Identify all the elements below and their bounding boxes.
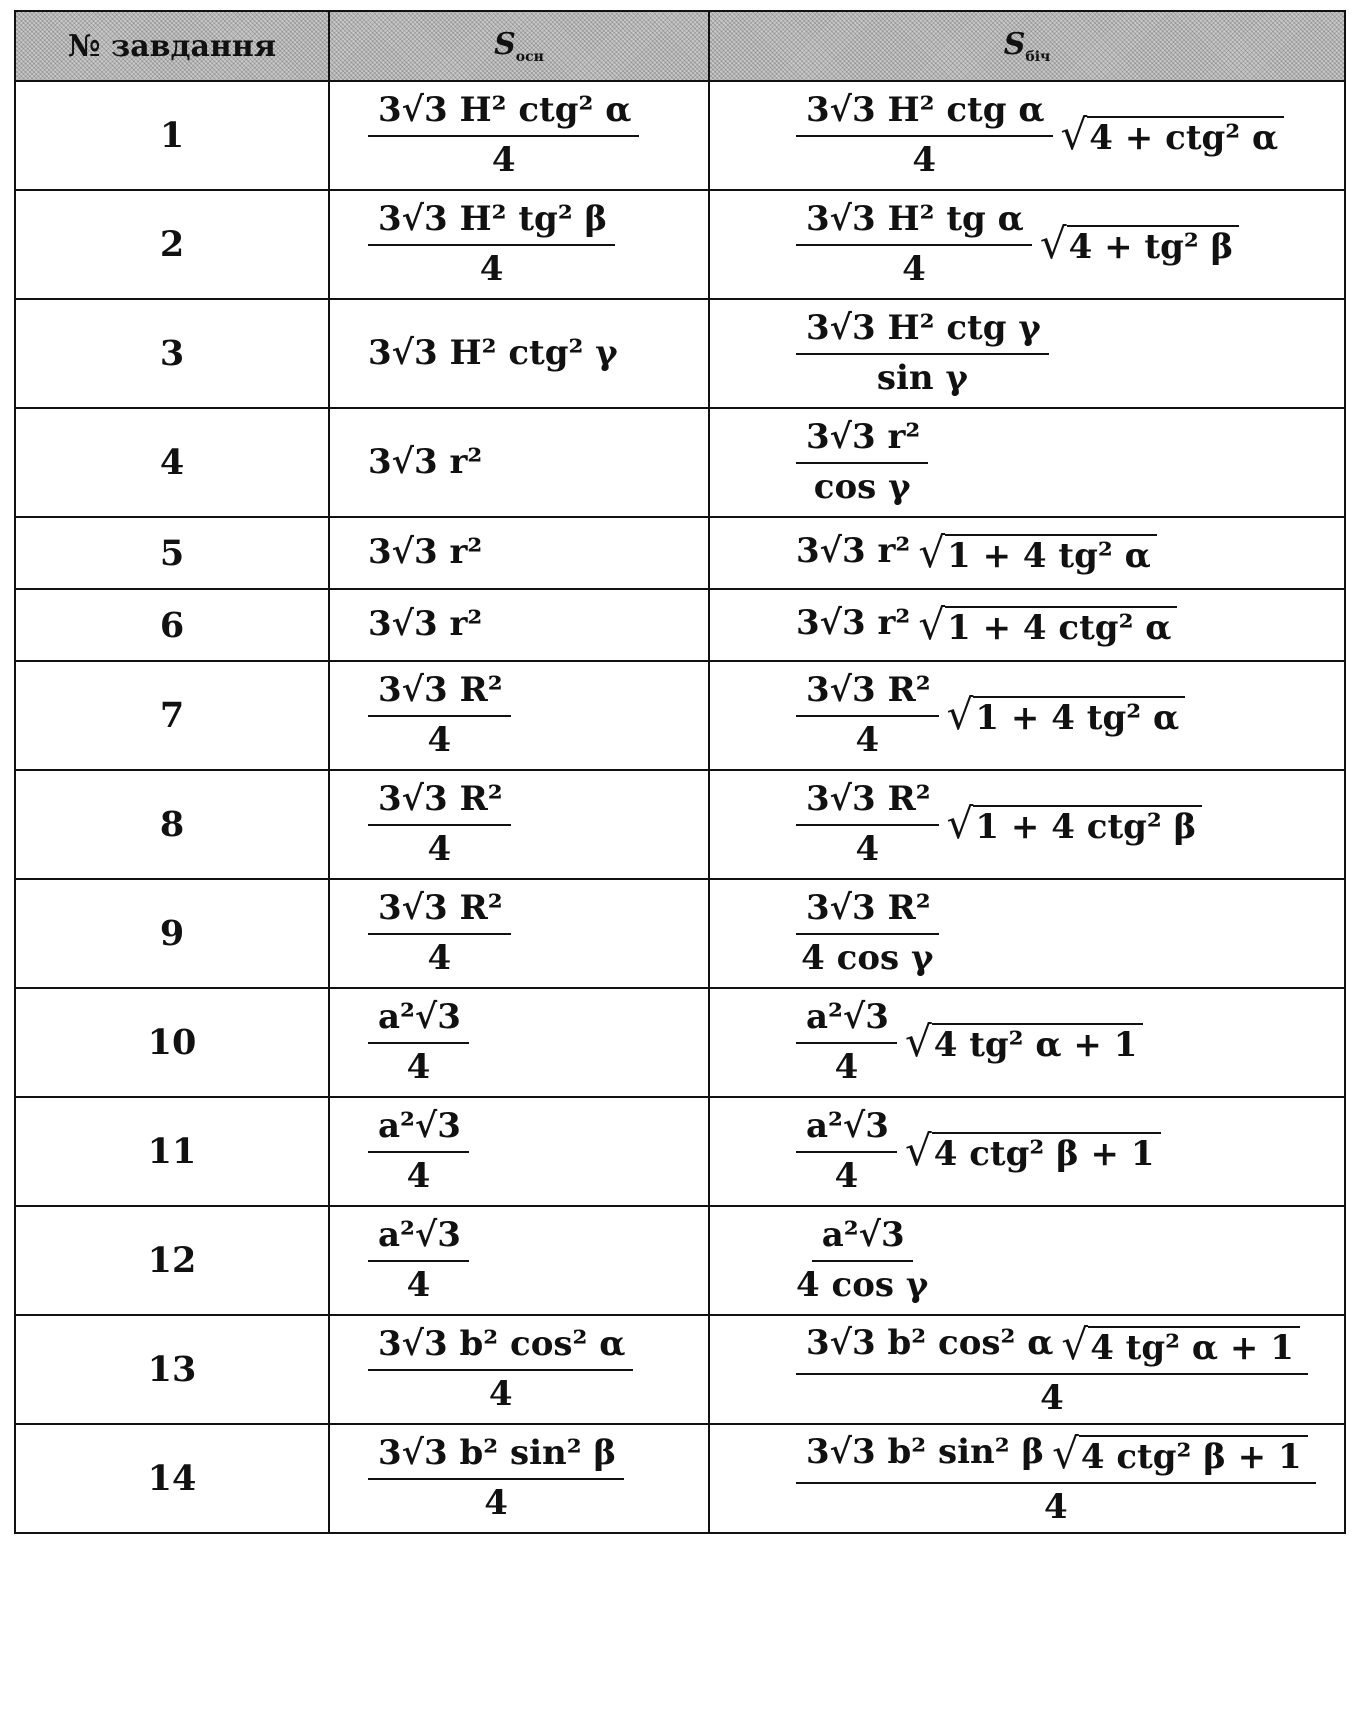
numerator-text: 3√3 R² (378, 779, 503, 820)
s-osn-formula (330, 91, 708, 179)
s-osn-cell (329, 661, 709, 770)
numerator-text: 3√3 b² sin² β (806, 1431, 1045, 1472)
numerator-text: 3√3 R² (806, 670, 931, 711)
s-bich-formula (710, 889, 1344, 977)
s-bich-cell (709, 589, 1345, 661)
task-number: 13 (15, 1315, 329, 1424)
radicand: 4 + tg² β (1067, 225, 1240, 267)
numerator (796, 418, 928, 463)
fraction (368, 889, 511, 977)
radical (947, 691, 1185, 739)
radical (918, 601, 1177, 649)
numerator (368, 1434, 624, 1479)
task-number: 7 (15, 661, 329, 770)
s-osn-formula (330, 780, 708, 868)
radicand: 4 + ctg² α (1087, 116, 1284, 158)
task-number: 6 (15, 589, 329, 661)
s-osn-formula (330, 1216, 708, 1304)
numerator-text: a²√3 (378, 1106, 461, 1147)
fraction (796, 998, 897, 1086)
s-bich-formula (710, 529, 1344, 577)
denominator: 4 (484, 1482, 508, 1523)
numerator-text: 3√3 H² ctg² α (378, 90, 632, 131)
numerator (368, 1107, 469, 1152)
task-number: 12 (15, 1206, 329, 1315)
numerator (796, 1430, 1316, 1484)
table-row (15, 661, 1345, 770)
task-number: 1 (15, 81, 329, 190)
fraction (796, 1430, 1316, 1527)
denominator: sin γ (876, 357, 968, 398)
denominator: cos γ (813, 466, 911, 507)
radicand: 1 + 4 tg² α (973, 696, 1185, 738)
task-number: 8 (15, 770, 329, 879)
header-s-bich: $S_{біч}$ (709, 11, 1345, 81)
numerator-text: 3√3 r² (806, 417, 921, 458)
denominator: 4 (406, 1264, 431, 1305)
task-number: 11 (15, 1097, 329, 1206)
s-osn-cell (329, 1206, 709, 1315)
fraction (368, 1325, 633, 1413)
s-osn-formula (330, 671, 708, 759)
s-bich-cell (709, 517, 1345, 589)
fraction (368, 200, 615, 288)
numerator-text: 3√3 H² ctg γ (806, 308, 1041, 349)
radical-sign: √ (1061, 1319, 1089, 1369)
task-number: 2 (15, 190, 329, 299)
s-osn-formula (330, 605, 708, 644)
task-number: 10 (15, 988, 329, 1097)
s-bich-formula (710, 1107, 1344, 1195)
s-osn-formula (330, 443, 708, 482)
s-bich-cell (709, 408, 1345, 517)
radical (905, 1018, 1143, 1066)
table-row (15, 408, 1345, 517)
denominator: 4 (855, 719, 880, 760)
radical-sign: √ (904, 1017, 932, 1067)
formula-table (14, 10, 1346, 1534)
radical-sign: √ (1052, 1428, 1079, 1478)
radical (1040, 220, 1239, 268)
table-row (15, 879, 1345, 988)
s-bich-expression: 3√3 r² (796, 603, 911, 643)
s-osn-formula (330, 200, 708, 288)
radicand: 4 ctg² β + 1 (932, 1132, 1161, 1174)
table-row (15, 1206, 1345, 1315)
s-osn-formula (330, 998, 708, 1086)
fraction (796, 1321, 1308, 1418)
fraction (368, 1216, 469, 1304)
s-osn-cell (329, 1097, 709, 1206)
s-bich-cell (709, 1315, 1345, 1424)
denominator: 4 cos γ (796, 1264, 929, 1305)
numerator-text: 3√3 H² ctg α (806, 90, 1045, 131)
s-osn-cell (329, 299, 709, 408)
header-task-number: № завдання (15, 11, 329, 81)
numerator (368, 998, 469, 1043)
denominator: 4 (834, 1046, 859, 1087)
s-osn-formula (330, 334, 708, 373)
radical-sign: √ (1060, 110, 1088, 160)
numerator (368, 1216, 469, 1261)
radicand: 1 + 4 tg² α (945, 534, 1157, 576)
numerator (796, 91, 1053, 136)
s-osn-formula (330, 1107, 708, 1195)
s-bich-cell (709, 190, 1345, 299)
numerator-text: 3√3 R² (378, 888, 503, 929)
s-osn-cell (329, 1315, 709, 1424)
numerator (796, 998, 897, 1043)
numerator-text: 3√3 H² tg² β (378, 199, 608, 240)
fraction (796, 780, 939, 868)
fraction (368, 91, 639, 179)
s-bich-formula (710, 91, 1344, 179)
table-row (15, 589, 1345, 661)
radicand: 4 ctg² β + 1 (1079, 1435, 1308, 1477)
numerator-text: 3√3 R² (378, 670, 503, 711)
header-row (15, 11, 1345, 81)
radicand: 4 tg² α + 1 (932, 1023, 1144, 1065)
denominator: 4 cos γ (801, 937, 934, 978)
fraction (796, 889, 939, 977)
numerator-text: a²√3 (806, 997, 889, 1038)
s-bich-cell (709, 879, 1345, 988)
task-number: 5 (15, 517, 329, 589)
radicand: 1 + 4 ctg² β (973, 805, 1202, 847)
fraction (796, 1216, 928, 1304)
radical-sign: √ (946, 799, 974, 849)
table-row (15, 988, 1345, 1097)
denominator: 4 (491, 139, 516, 180)
denominator: 4 (479, 248, 504, 289)
s-bich-formula (710, 309, 1344, 397)
radical-sign: √ (904, 1126, 932, 1176)
radical (905, 1127, 1161, 1175)
numerator (796, 1107, 897, 1152)
s-bich-formula (710, 1321, 1344, 1418)
numerator (796, 889, 939, 934)
numerator-text: a²√3 (806, 1106, 889, 1147)
radical-sign: √ (918, 527, 946, 577)
fraction (368, 780, 511, 868)
s-bich-expression: 3√3 r² (796, 531, 911, 571)
radicand: 4 tg² α + 1 (1088, 1326, 1300, 1368)
s-osn-cell (329, 190, 709, 299)
denominator: 4 (406, 1046, 431, 1087)
s-osn-cell (329, 517, 709, 589)
fraction (368, 671, 511, 759)
numerator-text: 3√3 H² tg α (806, 199, 1024, 240)
fraction (796, 1107, 897, 1195)
s-bich-cell (709, 299, 1345, 408)
task-number: 4 (15, 408, 329, 517)
numerator-text: a²√3 (378, 1215, 461, 1256)
fraction (796, 418, 928, 506)
header-s-osn: $S_{осн}$ (329, 11, 709, 81)
numerator (796, 200, 1032, 245)
task-number: 14 (15, 1424, 329, 1533)
radical-sign: √ (918, 599, 946, 649)
numerator (368, 780, 511, 825)
table-row (15, 1424, 1345, 1533)
numerator (796, 671, 939, 716)
s-osn-expression: 3√3 r² (368, 441, 483, 482)
fraction (796, 671, 939, 759)
s-osn-cell (329, 988, 709, 1097)
numerator (368, 889, 511, 934)
s-bich-cell (709, 1097, 1345, 1206)
numerator (368, 1325, 633, 1370)
table-row (15, 517, 1345, 589)
s-osn-formula (330, 1325, 708, 1413)
radical-sign: √ (1039, 219, 1067, 269)
denominator: 4 (488, 1373, 513, 1414)
s-bich-formula (710, 1216, 1344, 1304)
denominator: 4 (427, 719, 452, 760)
s-osn-cell (329, 879, 709, 988)
radical (1061, 1321, 1299, 1369)
fraction (368, 1107, 469, 1195)
numerator-text: 3√3 b² cos² α (378, 1324, 626, 1365)
numerator-text: a²√3 (821, 1215, 905, 1256)
s-bich-formula (710, 200, 1344, 288)
numerator (368, 671, 511, 716)
denominator: 4 (855, 828, 880, 869)
denominator: 4 (912, 139, 937, 180)
fraction (796, 200, 1032, 288)
s-bich-cell (709, 661, 1345, 770)
table-row (15, 1097, 1345, 1206)
numerator (796, 780, 939, 825)
s-bich-formula (710, 601, 1344, 649)
denominator: 4 (427, 828, 452, 869)
radical (1052, 1430, 1308, 1478)
table-row (15, 1315, 1345, 1424)
s-bich-formula (710, 780, 1344, 868)
s-bich-formula (710, 418, 1344, 506)
numerator (368, 91, 639, 136)
s-osn-expression: 3√3 r² (368, 532, 483, 573)
radical (1061, 111, 1285, 159)
table-row (15, 81, 1345, 190)
numerator-text: a²√3 (378, 997, 461, 1038)
radical-sign: √ (946, 690, 974, 740)
radical (918, 529, 1156, 577)
s-osn-expression: 3√3 r² (368, 604, 483, 645)
s-osn-formula (330, 889, 708, 977)
s-osn-cell (329, 81, 709, 190)
task-number: 9 (15, 879, 329, 988)
denominator: 4 (406, 1155, 431, 1196)
s-bich-formula (710, 998, 1344, 1086)
denominator: 4 (834, 1155, 859, 1196)
s-bich-cell (709, 1206, 1345, 1315)
task-number: 3 (15, 299, 329, 408)
radicand: 1 + 4 ctg² α (945, 606, 1177, 648)
numerator-text: 3√3 R² (806, 779, 931, 820)
radical (947, 800, 1203, 848)
fraction (368, 998, 469, 1086)
s-bich-cell (709, 770, 1345, 879)
s-osn-cell (329, 1424, 709, 1533)
table-row (15, 299, 1345, 408)
s-osn-expression: 3√3 H² ctg² γ (368, 332, 618, 373)
denominator: 4 (427, 937, 452, 978)
s-osn-formula (330, 1434, 708, 1522)
s-osn-cell (329, 589, 709, 661)
numerator (796, 1321, 1308, 1375)
s-bich-formula (710, 1430, 1344, 1527)
s-bich-cell (709, 81, 1345, 190)
s-osn-cell (329, 408, 709, 517)
s-osn-formula (330, 533, 708, 572)
numerator-text: 3√3 R² (806, 888, 931, 929)
numerator-text: 3√3 b² sin² β (378, 1433, 617, 1474)
s-osn-cell (329, 770, 709, 879)
numerator (796, 309, 1049, 354)
denominator: 4 (1040, 1378, 1064, 1419)
denominator: 4 (1044, 1487, 1068, 1528)
numerator (368, 200, 615, 245)
numerator-text: 3√3 b² cos² α (806, 1322, 1054, 1363)
s-bich-cell (709, 1424, 1345, 1533)
fraction (796, 309, 1049, 397)
table-row (15, 190, 1345, 299)
denominator: 4 (902, 248, 926, 289)
s-bich-cell (709, 988, 1345, 1097)
fraction (796, 91, 1053, 179)
s-bich-formula (710, 671, 1344, 759)
numerator (812, 1216, 913, 1261)
fraction (368, 1434, 624, 1522)
table-row (15, 770, 1345, 879)
